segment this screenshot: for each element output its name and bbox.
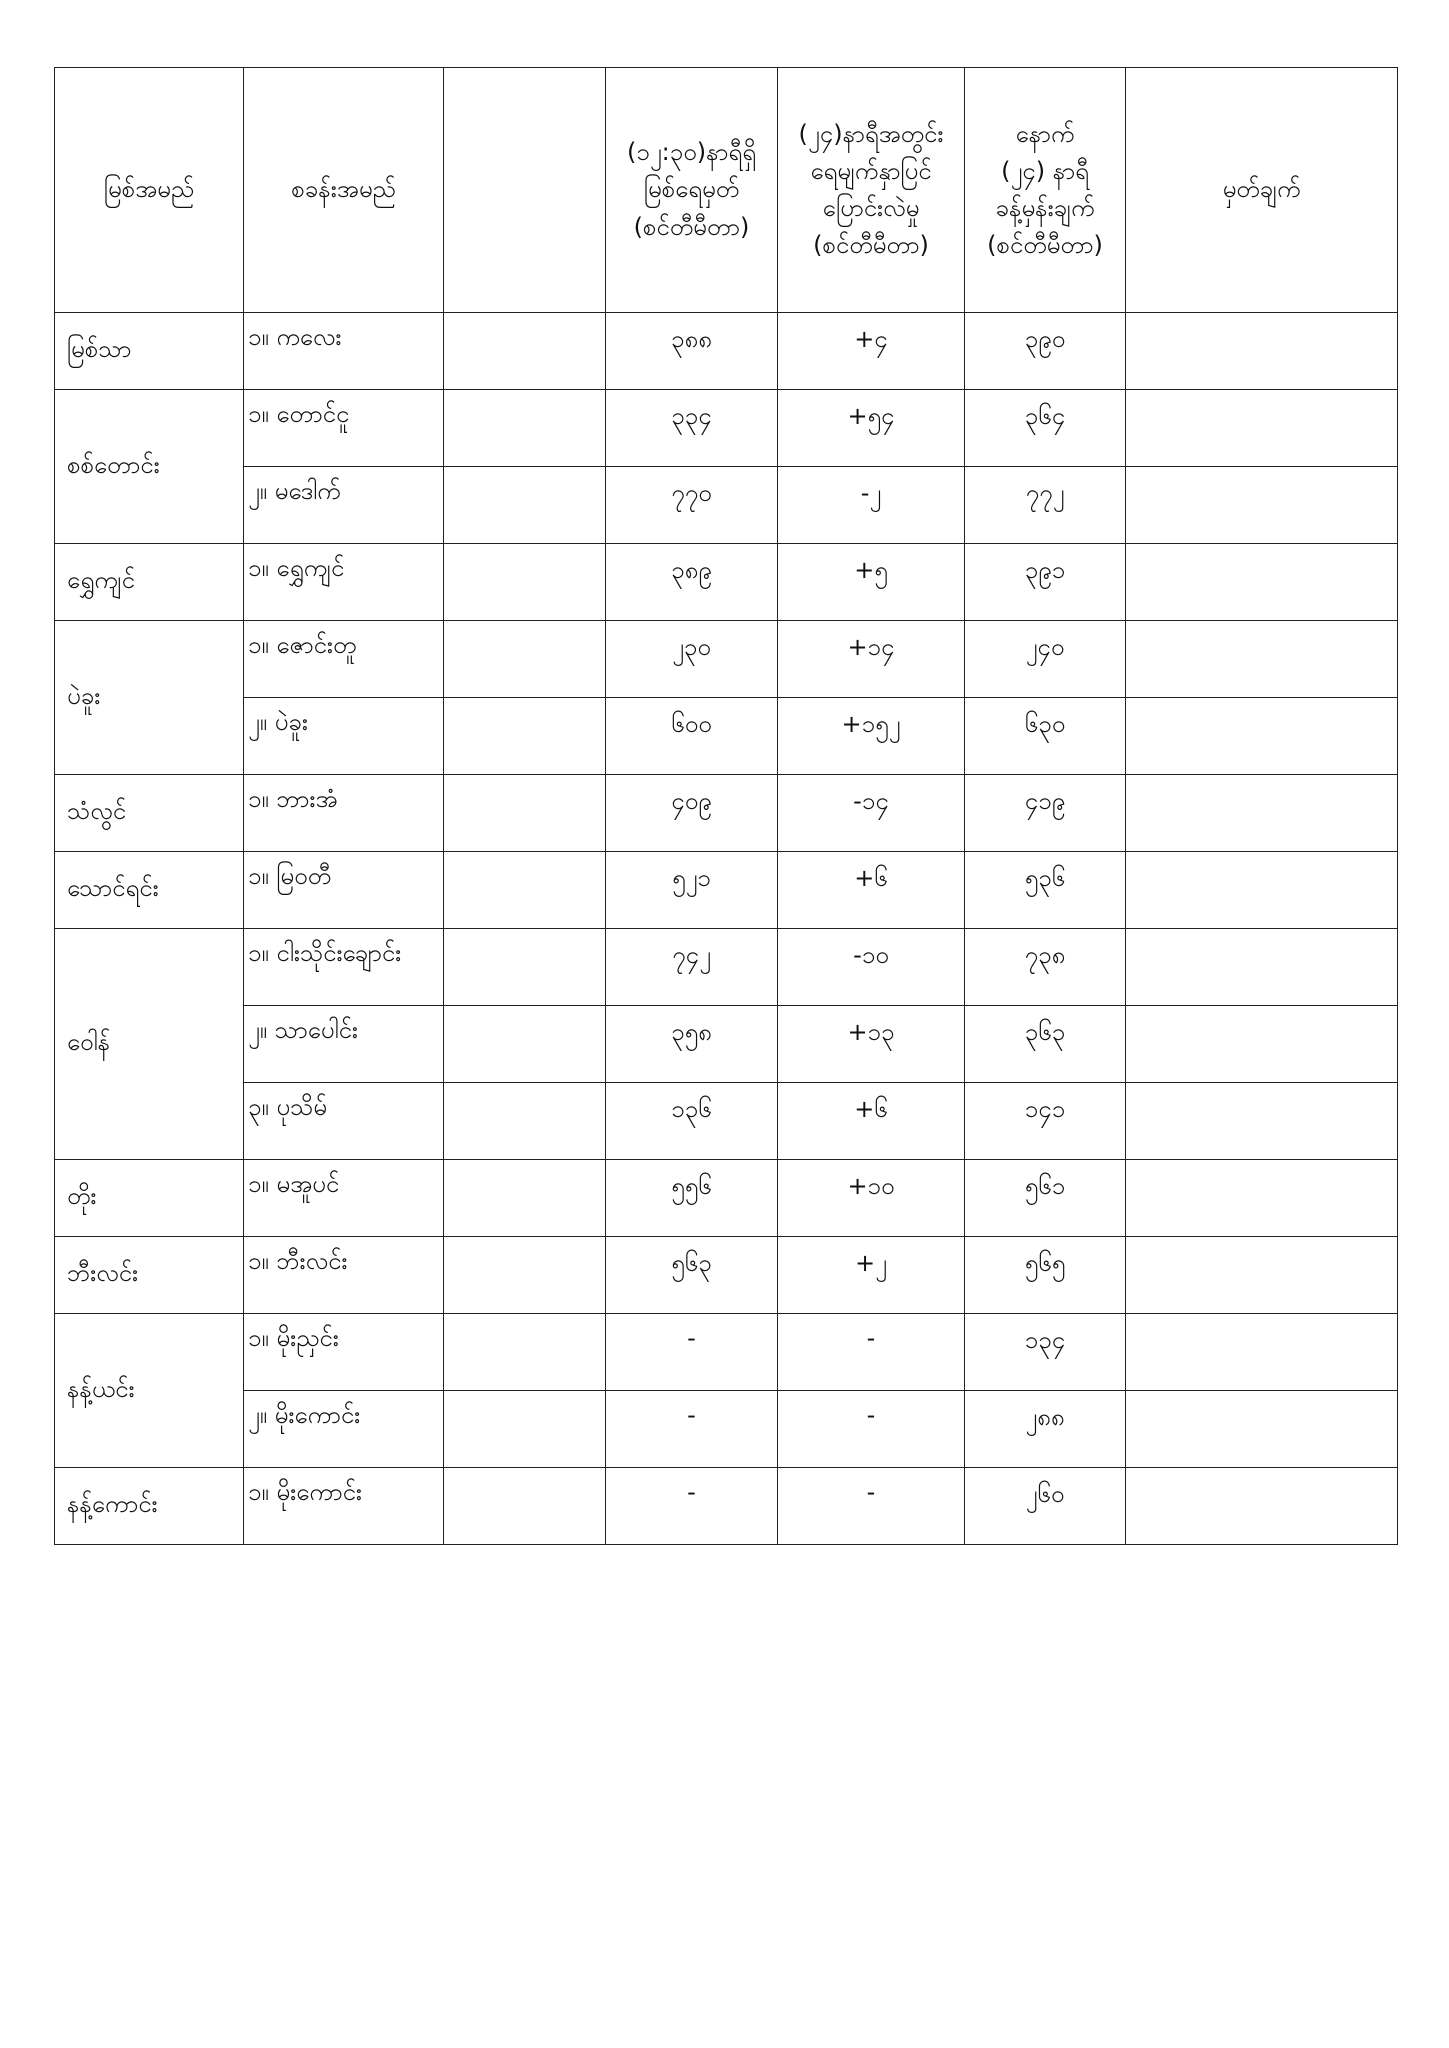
river-name-cell: မြစ်သာ bbox=[55, 313, 244, 390]
forecast-cell: ၇၃၈ bbox=[965, 929, 1126, 1006]
table-row bbox=[55, 929, 1398, 1006]
remark-cell bbox=[1126, 852, 1398, 929]
blank-cell bbox=[444, 1237, 606, 1314]
station-name-cell: ၁။ ငါးသိုင်းချောင်း bbox=[244, 929, 444, 1006]
change-cell: +၁၄ bbox=[778, 621, 965, 698]
table-row bbox=[55, 852, 1398, 929]
station-name-cell: ၂။ သာပေါင်း bbox=[244, 1006, 444, 1083]
forecast-cell: ၁၃၄ bbox=[965, 1314, 1126, 1391]
header-blank bbox=[444, 68, 606, 313]
current-level-cell: ၇၇၀ bbox=[606, 467, 778, 544]
remark-cell bbox=[1126, 1314, 1398, 1391]
forecast-cell: ၃၆၃ bbox=[965, 1006, 1126, 1083]
blank-cell bbox=[444, 1083, 606, 1160]
blank-cell bbox=[444, 313, 606, 390]
forecast-cell: ၂၄၀ bbox=[965, 621, 1126, 698]
current-level-cell: ၅၂၁ bbox=[606, 852, 778, 929]
remark-cell bbox=[1126, 313, 1398, 390]
forecast-cell: ၅၆၁ bbox=[965, 1160, 1126, 1237]
current-level-cell: ၁၃၆ bbox=[606, 1083, 778, 1160]
station-name-cell: ၁။ မြဝတီ bbox=[244, 852, 444, 929]
table-row bbox=[55, 544, 1398, 621]
change-cell: +၂ bbox=[778, 1237, 965, 1314]
river-name-cell: တိုး bbox=[55, 1160, 244, 1237]
forecast-cell: ၇၇၂ bbox=[965, 467, 1126, 544]
table-row bbox=[55, 1468, 1398, 1545]
remark-cell bbox=[1126, 1237, 1398, 1314]
change-cell: +၁၃ bbox=[778, 1006, 965, 1083]
blank-cell bbox=[444, 544, 606, 621]
forecast-cell: ၅၆၅ bbox=[965, 1237, 1126, 1314]
remark-cell bbox=[1126, 929, 1398, 1006]
table-row bbox=[55, 1083, 1398, 1160]
header-row bbox=[55, 68, 1398, 313]
station-name-cell: ၁။ ဇောင်းတူ bbox=[244, 621, 444, 698]
current-level-cell: ၃၈၉ bbox=[606, 544, 778, 621]
remark-cell bbox=[1126, 544, 1398, 621]
table-row bbox=[55, 775, 1398, 852]
remark-cell bbox=[1126, 698, 1398, 775]
river-name-cell: စစ်တောင်း bbox=[55, 390, 244, 544]
change-cell: +၅၄ bbox=[778, 390, 965, 467]
change-cell: -၁၄ bbox=[778, 775, 965, 852]
change-cell: -၁၀ bbox=[778, 929, 965, 1006]
forecast-cell: ၂၈၈ bbox=[965, 1391, 1126, 1468]
table-row bbox=[55, 621, 1398, 698]
forecast-cell: ၁၄၁ bbox=[965, 1083, 1126, 1160]
change-cell: +၆ bbox=[778, 1083, 965, 1160]
header-change-24h: (၂၄)နာရီအတွင်း ရေမျက်နှာပြင် ပြောင်းလဲမှု (စင်တီမီတာ) bbox=[778, 68, 965, 313]
header-forecast-24h: နောက် (၂၄) နာရီ ခန့်မှန်းချက် (စင်တီမီတာ) bbox=[965, 68, 1126, 313]
change-cell: +၄ bbox=[778, 313, 965, 390]
current-level-cell: ၃၅၈ bbox=[606, 1006, 778, 1083]
blank-cell bbox=[444, 1160, 606, 1237]
current-level-cell: - bbox=[606, 1468, 778, 1545]
blank-cell bbox=[444, 929, 606, 1006]
blank-cell bbox=[444, 467, 606, 544]
current-level-cell: - bbox=[606, 1314, 778, 1391]
remark-cell bbox=[1126, 467, 1398, 544]
blank-cell bbox=[444, 1006, 606, 1083]
station-name-cell: ၁။ မိုးကောင်း bbox=[244, 1468, 444, 1545]
change-cell: +၅ bbox=[778, 544, 965, 621]
river-name-cell: နန့်ကောင်း bbox=[55, 1468, 244, 1545]
header-current-level: (၁၂:၃၀)နာရီရှိ မြစ်ရေမှတ် (စင်တီမီတာ) bbox=[606, 68, 778, 313]
blank-cell bbox=[444, 852, 606, 929]
station-name-cell: ၁။ ဘီးလင်း bbox=[244, 1237, 444, 1314]
river-name-cell: ရွှေကျင် bbox=[55, 544, 244, 621]
station-name-cell: ၁။ ကလေး bbox=[244, 313, 444, 390]
blank-cell bbox=[444, 775, 606, 852]
station-name-cell: ၁။ တောင်ငူ bbox=[244, 390, 444, 467]
blank-cell bbox=[444, 698, 606, 775]
station-name-cell: ၁။ မိုးညှင်း bbox=[244, 1314, 444, 1391]
table-row bbox=[55, 1391, 1398, 1468]
table-row bbox=[55, 698, 1398, 775]
river-name-cell: နန့်ယင်း bbox=[55, 1314, 244, 1468]
change-cell: +၁၀ bbox=[778, 1160, 965, 1237]
table-row bbox=[55, 390, 1398, 467]
remark-cell bbox=[1126, 775, 1398, 852]
forecast-cell: ၆၃၀ bbox=[965, 698, 1126, 775]
river-name-cell: ဘီးလင်း bbox=[55, 1237, 244, 1314]
current-level-cell: ၂၃၀ bbox=[606, 621, 778, 698]
forecast-cell: ၅၃၆ bbox=[965, 852, 1126, 929]
change-cell: - bbox=[778, 1391, 965, 1468]
forecast-cell: ၃၉၀ bbox=[965, 313, 1126, 390]
change-cell: -၂ bbox=[778, 467, 965, 544]
remark-cell bbox=[1126, 390, 1398, 467]
station-name-cell: ၁။ ဘားအံ bbox=[244, 775, 444, 852]
table-row bbox=[55, 1237, 1398, 1314]
current-level-cell: ၅၅၆ bbox=[606, 1160, 778, 1237]
change-cell: +၆ bbox=[778, 852, 965, 929]
current-level-cell: ၃၃၄ bbox=[606, 390, 778, 467]
river-name-cell: သံလွင် bbox=[55, 775, 244, 852]
blank-cell bbox=[444, 1468, 606, 1545]
remark-cell bbox=[1126, 1006, 1398, 1083]
current-level-cell: ၃၈၈ bbox=[606, 313, 778, 390]
station-name-cell: ၁။ မအူပင် bbox=[244, 1160, 444, 1237]
table-row bbox=[55, 1160, 1398, 1237]
blank-cell bbox=[444, 1314, 606, 1391]
current-level-cell: ၆၀၀ bbox=[606, 698, 778, 775]
station-name-cell: ၂။ မဒေါက် bbox=[244, 467, 444, 544]
table-row bbox=[55, 467, 1398, 544]
blank-cell bbox=[444, 621, 606, 698]
current-level-cell: ၄၀၉ bbox=[606, 775, 778, 852]
forecast-cell: ၂၆၀ bbox=[965, 1468, 1126, 1545]
current-level-cell: ၇၄၂ bbox=[606, 929, 778, 1006]
station-name-cell: ၃။ ပုသိမ် bbox=[244, 1083, 444, 1160]
blank-cell bbox=[444, 1391, 606, 1468]
remark-cell bbox=[1126, 1468, 1398, 1545]
station-name-cell: ၂။ ပဲခူး bbox=[244, 698, 444, 775]
river-name-cell: သောင်ရင်း bbox=[55, 852, 244, 929]
header-station-name: စခန်းအမည် bbox=[244, 68, 444, 313]
remark-cell bbox=[1126, 1391, 1398, 1468]
remark-cell bbox=[1126, 1083, 1398, 1160]
change-cell: - bbox=[778, 1314, 965, 1391]
table-row bbox=[55, 1314, 1398, 1391]
station-name-cell: ၂။ မိုးကောင်း bbox=[244, 1391, 444, 1468]
table-row bbox=[55, 313, 1398, 390]
table-row bbox=[55, 1006, 1398, 1083]
current-level-cell: ၅၆၃ bbox=[606, 1237, 778, 1314]
blank-cell bbox=[444, 390, 606, 467]
station-name-cell: ၁။ ရွှေကျင် bbox=[244, 544, 444, 621]
header-river-name: မြစ်အမည် bbox=[55, 68, 244, 313]
water-level-table bbox=[54, 67, 1398, 1545]
current-level-cell: - bbox=[606, 1391, 778, 1468]
remark-cell bbox=[1126, 1160, 1398, 1237]
remark-cell bbox=[1126, 621, 1398, 698]
table-body bbox=[55, 313, 1398, 1545]
header-remarks: မှတ်ချက် bbox=[1126, 68, 1398, 313]
river-name-cell: ပဲခူး bbox=[55, 621, 244, 775]
change-cell: +၁၅၂ bbox=[778, 698, 965, 775]
change-cell: - bbox=[778, 1468, 965, 1545]
forecast-cell: ၃၆၄ bbox=[965, 390, 1126, 467]
river-name-cell: ဝေါန် bbox=[55, 929, 244, 1160]
forecast-cell: ၃၉၁ bbox=[965, 544, 1126, 621]
forecast-cell: ၄၁၉ bbox=[965, 775, 1126, 852]
